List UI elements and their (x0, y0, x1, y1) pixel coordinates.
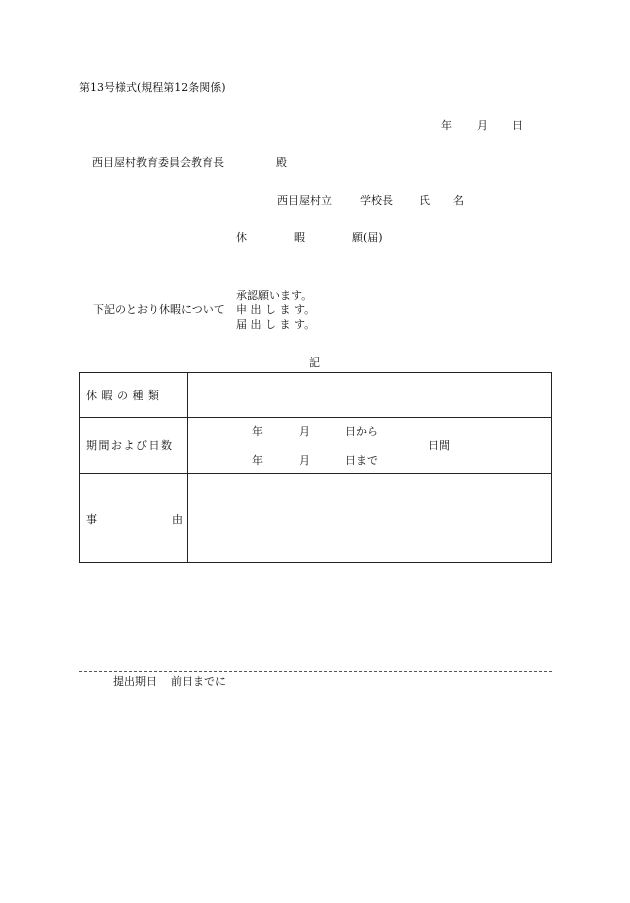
period-label: 期間および日数 (86, 439, 174, 452)
reason-label-left: 事 (86, 513, 97, 526)
ki-heading: 記 (309, 356, 320, 369)
form-number: 第13号様式(規程第12条関係) (79, 81, 226, 94)
option-approval: 承認願います。 (236, 289, 313, 302)
addressee: 西目屋村教育委員会教育長 (92, 156, 224, 169)
table-row-leave-type (80, 373, 551, 418)
honorific: 殿 (276, 156, 287, 169)
date-day-label: 日 (512, 119, 523, 132)
table-row-reason (80, 474, 551, 563)
reason-label-right: 由 (172, 513, 183, 526)
table-row-period (80, 418, 551, 474)
name-label-mei: 名 (453, 194, 464, 207)
leave-type-label: 休 暇 の 種 類 (86, 389, 160, 402)
title-char-1: 休 (236, 231, 247, 244)
date-year-label: 年 (441, 119, 452, 132)
date-month-label: 月 (477, 119, 488, 132)
days-label: 日間 (428, 439, 450, 452)
deadline-value: 前日までに (171, 675, 226, 688)
deadline-label: 提出期日 (113, 675, 157, 688)
principal-label: 学校長 (360, 194, 393, 207)
start-month-label: 月 (299, 425, 310, 438)
leave-table (79, 372, 552, 563)
end-month-label: 月 (299, 454, 310, 467)
title-char-2: 暇 (294, 231, 305, 244)
body-lead: 下記のとおり休暇について (93, 303, 225, 316)
name-label-shi: 氏 (419, 194, 430, 207)
dotted-divider (79, 671, 552, 672)
end-day-label: 日まで (345, 454, 378, 467)
school-name: 西目屋村立 (277, 194, 332, 207)
option-request: 申 出 し ま す。 (236, 303, 316, 316)
start-year-label: 年 (252, 425, 263, 438)
option-notice: 届 出 し ま す。 (236, 318, 316, 331)
end-year-label: 年 (252, 454, 263, 467)
title-char-3: 願(届) (352, 231, 383, 244)
start-day-label: 日から (345, 425, 378, 438)
